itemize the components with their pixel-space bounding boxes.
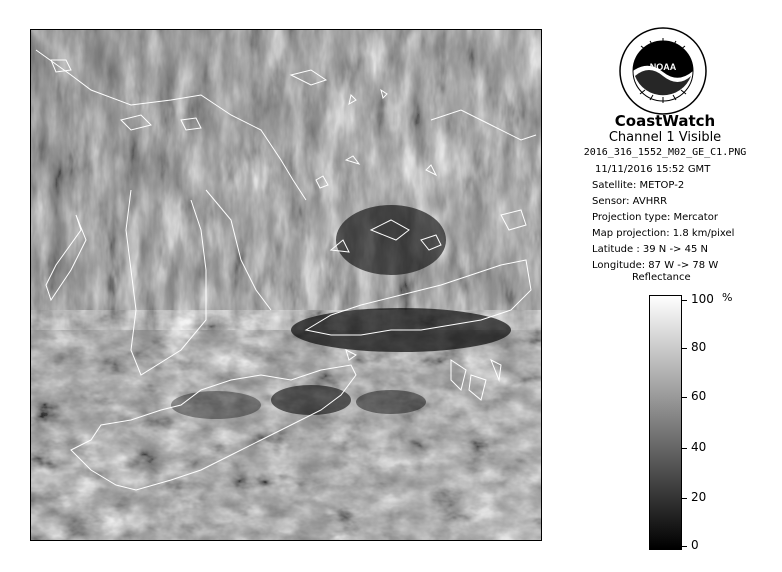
reflectance-colorbar — [649, 295, 682, 550]
projection-type-label: Projection type: Mercator — [592, 212, 718, 223]
date-time: 11/11/2016 15:52 GMT — [595, 164, 711, 175]
colorbar-tick — [682, 498, 687, 499]
colorbar-tick — [682, 397, 687, 398]
colorbar-tick-label: 20 — [691, 490, 707, 504]
colorbar-tick-label: 60 — [691, 389, 707, 403]
colorbar-tick-label: 0 — [691, 538, 699, 552]
satellite-image — [30, 29, 542, 541]
colorbar-title: Reflectance — [632, 272, 691, 283]
colorbar-unit: % — [722, 291, 733, 304]
longitude-label: Longitude: 87 W -> 78 W — [592, 260, 719, 271]
latitude-label: Latitude : 39 N -> 45 N — [592, 244, 708, 255]
colorbar-tick-label: 100 — [691, 292, 714, 306]
colorbar-tick — [682, 448, 687, 449]
colorbar-tick — [682, 300, 687, 301]
channel-label: Channel 1 Visible — [608, 130, 722, 145]
file-name: 2016_316_1552_M02_GE_C1.PNG — [583, 147, 747, 158]
noaa-logo — [618, 26, 708, 116]
satellite-cloud-field — [31, 30, 541, 540]
colorbar-tick-label: 80 — [691, 340, 707, 354]
colorbar-tick — [682, 546, 687, 547]
map-projection-label: Map projection: 1.8 km/pixel — [592, 228, 735, 239]
colorbar-tick — [682, 348, 687, 349]
product-title: CoastWatch — [614, 112, 716, 130]
satellite-label: Satellite: METOP-2 — [592, 180, 685, 191]
colorbar-tick-label: 40 — [691, 440, 707, 454]
sensor-label: Sensor: AVHRR — [592, 196, 668, 207]
noaa-logo-text: NOAA — [649, 62, 677, 72]
